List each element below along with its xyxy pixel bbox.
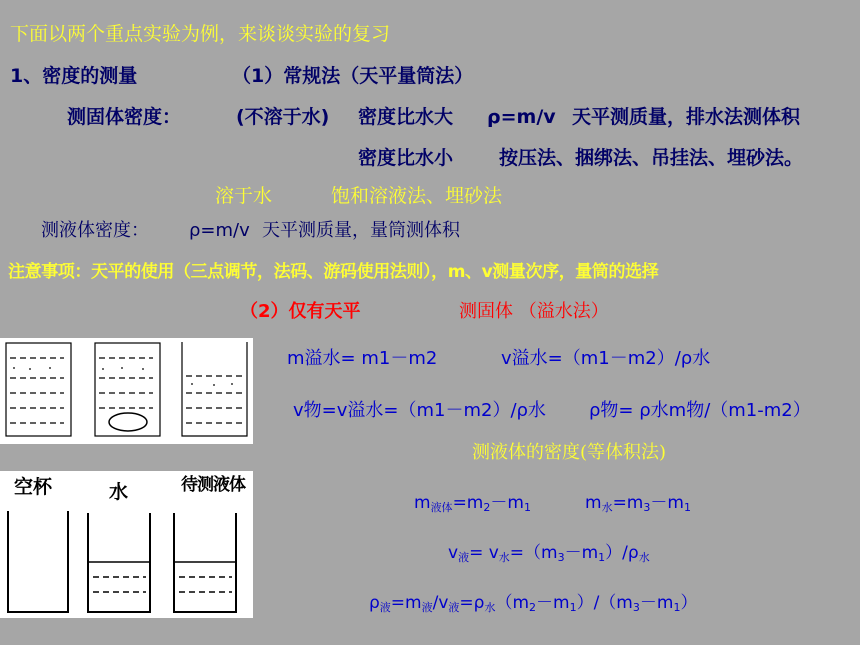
liquid-formula: ρ=m/v — [189, 220, 250, 241]
intro-line: 下面以两个重点实验为例，来谈谈实验的复习 — [10, 23, 391, 45]
liquid-density-label: 测液体密度： — [41, 220, 149, 241]
denser-label: 密度比水大 — [358, 106, 454, 128]
cup-label-empty: 空杯 — [14, 476, 53, 498]
formula-m-water: $m_水=m_3-m_1$ — [585, 493, 691, 514]
method2-title: （2）仅有天平 — [240, 301, 361, 322]
insoluble-label: (不溶于水) — [236, 106, 330, 128]
overflow-beakers-figure — [0, 338, 253, 444]
section-title: 1、密度的测量 — [10, 65, 138, 87]
lighter-label: 密度比水小 — [358, 147, 454, 169]
formula-v-liquid: $v_液= v_水=(m_3-m_1)/\rho_水$ — [448, 543, 650, 564]
formula-v-object: v物=v溢水=（m1－m2）/ρ水 — [293, 400, 546, 421]
formula-v-overflow: v溢水=（m1－m2）/ρ水 — [501, 348, 711, 369]
density-formula: ρ=m/v — [487, 106, 556, 128]
liquid-equal-volume-title: 测液体的密度(等体积法) — [472, 442, 667, 463]
soluble-method: 饱和溶液法、埋砂法 — [331, 185, 503, 207]
formula-m-overflow: m溢水= m1－m2 — [287, 348, 438, 369]
solid-density-label: 测固体密度： — [67, 106, 182, 128]
formula-rho-object: ρ物= ρ水m物/（m1-m2） — [589, 400, 811, 421]
equal-volume-cups-figure — [0, 471, 253, 618]
method1-title: （1）常规法（天平量筒法） — [232, 65, 474, 87]
cup-label-liquid: 待测液体 — [181, 475, 245, 495]
cup-label-water: 水 — [109, 481, 129, 503]
notice-line: 注意事项：天平的使用（三点调节，法码、游码使用法则），m、v测量次序，量筒的选择 — [8, 262, 659, 282]
lighter-method: 按压法、捆绑法、吊挂法、埋砂法。 — [499, 147, 804, 169]
solid-overflow-title: 测固体 （溢水法） — [459, 301, 609, 322]
formula-rho-liquid: $\rho_液=m_液/v_液=\rho_水(m_2-m_1)/(m_3-m_1)$ — [369, 593, 698, 614]
soluble-label: 溶于水 — [215, 185, 273, 207]
formula-m-liquid: $m_{液体}=m_2-m_1$ — [414, 493, 531, 514]
denser-method: 天平测质量，排水法测体积 — [572, 106, 801, 128]
liquid-method: 天平测质量，量筒测体积 — [262, 220, 460, 241]
